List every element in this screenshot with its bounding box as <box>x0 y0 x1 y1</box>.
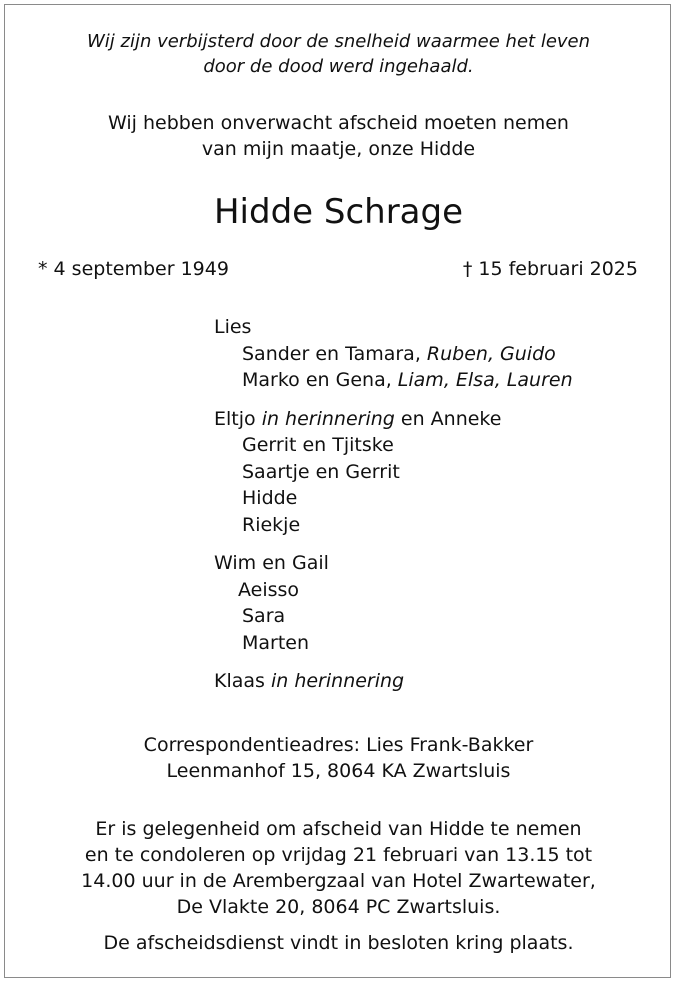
family-member-line <box>214 367 573 394</box>
in-memoriam-note: in herinnering <box>261 407 395 430</box>
death-date: † 15 februari 2025 <box>462 258 638 280</box>
family-group-eltjo <box>214 406 573 539</box>
family-member: Sara <box>242 605 286 627</box>
family-list <box>214 314 573 707</box>
family-member: Gerrit en Tjitske <box>242 434 394 456</box>
correspondence-line-1: Correspondentieadres: Lies Frank-Bakker <box>143 734 534 756</box>
service-note: De afscheidsdienst vindt in besloten kring plaats. <box>103 932 574 954</box>
family-member: Hidde <box>242 487 298 509</box>
family-group-lies <box>214 314 573 394</box>
visitation-line-4: De Vlakte 20, 8064 PC Zwartsluis. <box>176 896 501 918</box>
family-member: Riekje <box>242 513 301 536</box>
visitation-line-3: 14.00 uur in de Arembergzaal van Hotel Zwartewater, <box>81 870 596 892</box>
family-head: Lies <box>214 316 252 338</box>
intro-text <box>0 110 677 162</box>
correspondence-line-2: Leenmanhof 15, 8064 KA Zwartsluis <box>166 760 511 782</box>
family-member: Saartje en Gerrit <box>242 460 400 483</box>
family-head: Klaas in herinnering <box>214 670 405 692</box>
family-names: Sander en Tamara, <box>242 342 427 365</box>
family-group-klaas <box>214 668 573 695</box>
family-group-wim <box>214 550 573 656</box>
family-member: Marten <box>242 631 310 654</box>
intro-line-2: van mijn maatje, onze Hidde <box>201 138 476 160</box>
correspondence-address <box>0 732 677 784</box>
birth-date: * 4 september 1949 <box>38 258 229 280</box>
visitation-line-2: en te condoleren op vrijdag 21 februari van 13.15 tot <box>84 844 593 866</box>
visitation-info <box>0 816 677 920</box>
grandchildren-names: Ruben, Guido <box>426 342 556 365</box>
family-names: Marko en Gena, <box>242 369 398 391</box>
deceased-name: Hidde Schrage <box>213 192 464 232</box>
quote-line-2: door de dood werd ingehaald. <box>203 56 474 77</box>
quote-line-1: Wij zijn verbijsterd door de snelheid waarmee het leven <box>86 31 591 52</box>
family-member: Aeisso <box>238 578 300 601</box>
opening-quote <box>0 29 677 79</box>
family-head: Wim en Gail <box>214 552 329 574</box>
in-memoriam-note: in herinnering <box>270 670 405 692</box>
intro-line-1: Wij hebben onverwacht afscheid moeten nemen <box>108 112 569 134</box>
family-member-line <box>214 341 573 368</box>
family-head: Eltjo in herinnering en Anneke <box>214 407 502 430</box>
grandchildren-names: Liam, Elsa, Lauren <box>397 369 573 391</box>
visitation-line-1: Er is gelegenheid om afscheid van Hidde te nemen <box>95 818 582 840</box>
